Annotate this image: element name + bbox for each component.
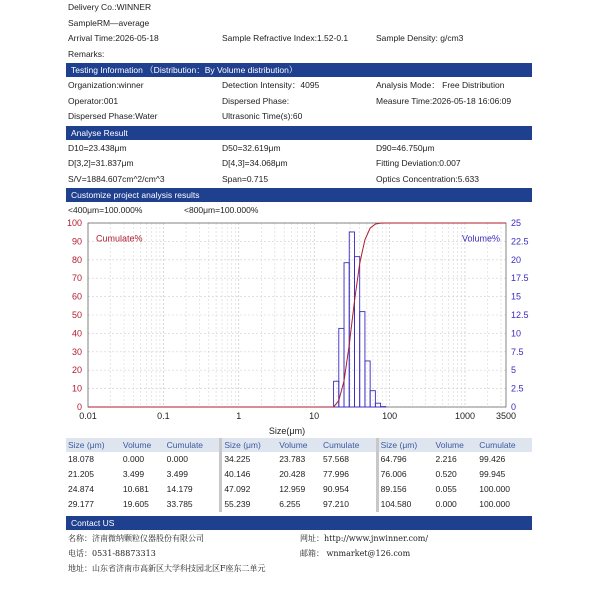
testing-row-1 <box>66 78 532 94</box>
contact-row-3 <box>66 561 532 576</box>
table-cell: 21.205 <box>68 469 94 479</box>
d43-value: D[4,3]=34.068μm <box>222 158 288 168</box>
table-cell: 10.681 <box>122 484 149 494</box>
table-cell: 6.255 <box>279 499 301 509</box>
d90-value: D90=46.750μm <box>376 142 435 153</box>
table-cell: 104.580 <box>380 499 412 509</box>
left-tick-label: 90 <box>71 235 82 246</box>
email-link[interactable]: 邮箱： wnmarket@126.com <box>300 548 411 558</box>
delivery-row <box>66 0 532 16</box>
ultrasonic-time: Ultrasonic Time(s):60 <box>222 111 303 121</box>
table-cell: 55.239 <box>224 499 251 509</box>
table-header-cell: Cumulate <box>165 438 220 452</box>
testing-row-2 <box>66 94 532 110</box>
analyse-result-header: Analyse Result <box>66 126 532 140</box>
table-cell: 2.216 <box>435 454 457 464</box>
table-cell: 99.945 <box>479 469 506 479</box>
table-row <box>66 482 532 497</box>
testing-info-header: Testing Information （Distribution：By Volume distribution） <box>66 63 532 77</box>
right-tick-label: 10 <box>511 327 522 338</box>
volume-bar <box>339 328 344 407</box>
custom-result-800: <800μm=100.000% <box>184 205 259 215</box>
delivery-company: Delivery Co.:WINNER <box>68 2 152 12</box>
table-cell: 76.006 <box>380 469 407 479</box>
right-tick-label: 25 <box>511 218 522 228</box>
x-tick-label: 1000 <box>454 410 475 421</box>
left-tick-label: 20 <box>71 364 82 375</box>
company-name: 名称：济南微纳颗粒仪器股份有限公司 <box>68 533 204 543</box>
dispersed-phase-water: Dispersed Phase:Water <box>68 111 158 121</box>
right-tick-label: 20 <box>511 254 522 265</box>
left-tick-label: 30 <box>71 346 82 357</box>
table-cell: 0.000 <box>435 499 457 509</box>
left-tick-label: 50 <box>71 309 82 320</box>
table-cell: 19.605 <box>122 499 149 509</box>
table-cell: 3.499 <box>166 469 188 479</box>
right-tick-label: 7.5 <box>511 346 524 357</box>
table-cell: 24.874 <box>68 484 94 494</box>
table-cell: 29.177 <box>68 499 94 509</box>
table-cell: 23.783 <box>279 454 306 464</box>
optics-concentration: Optics Concentration:5.633 <box>376 173 480 184</box>
volume-bar <box>344 262 349 406</box>
x-axis-label: Size(μm) <box>268 425 306 436</box>
specific-surface: S/V=1884.607cm^2/cm^3 <box>68 173 165 184</box>
right-tick-label: 2.5 <box>511 383 524 394</box>
arrival-time: Arrival Time:2026-05-18 <box>68 33 159 43</box>
volume-bar <box>365 360 370 406</box>
custom-row <box>66 203 532 219</box>
custom-result-400: <400μm=100.000% <box>68 205 143 215</box>
left-tick-label: 70 <box>71 272 82 283</box>
table-row <box>66 452 532 467</box>
operator: Operator:001 <box>68 95 119 106</box>
detection-intensity: Detection Intensity：4095 <box>222 80 320 90</box>
report-page <box>66 0 532 576</box>
contact-row-2 <box>66 546 532 561</box>
left-tick-label: 60 <box>71 291 82 302</box>
analysis-mode: Analysis Mode： Free Distribution <box>376 80 505 90</box>
table-cell: 99.426 <box>479 454 506 464</box>
result-row-1 <box>66 141 532 157</box>
left-tick-label: 40 <box>71 327 82 338</box>
contact-row-1 <box>66 531 532 546</box>
span-value: Span=0.715 <box>222 173 269 184</box>
left-axis-label: Cumulate% <box>96 232 143 243</box>
right-axis-label: Volume% <box>461 232 500 243</box>
table-cell: 90.954 <box>322 484 349 494</box>
table-cell: 89.156 <box>380 484 407 494</box>
testing-row-3 <box>66 109 532 125</box>
table-header-cell: Volume <box>434 438 478 452</box>
right-tick-label: 5 <box>511 364 517 375</box>
table-cell: 34.225 <box>224 454 251 464</box>
d32-value: D[3,2]=31.837μm <box>68 158 134 168</box>
d10-value: D10=23.438μm <box>68 142 127 153</box>
right-tick-label: 0 <box>511 401 517 412</box>
table-row <box>66 467 532 482</box>
x-tick-label: 100 <box>382 410 398 421</box>
table-row <box>66 497 532 512</box>
x-tick-label: 0.01 <box>79 410 97 421</box>
distribution-chart <box>66 219 532 436</box>
custom-results-header: Customize project analysis results <box>66 188 532 202</box>
table-header-cell: Cumulate <box>321 438 376 452</box>
volume-bar <box>360 311 365 406</box>
x-tick-label: 1 <box>236 410 242 421</box>
measure-time: Measure Time:2026-05-18 16:06:09 <box>376 95 512 106</box>
arrival-row <box>66 31 532 47</box>
sample-name: SampleRM—average <box>68 17 150 28</box>
right-tick-label: 12.5 <box>511 309 529 320</box>
table-cell: 100.000 <box>479 484 511 494</box>
table-cell: 0.520 <box>435 469 457 479</box>
company-phone: 电话：0531-88873313 <box>68 548 156 558</box>
refractive-index: Sample Refractive Index:1.52-0.1 <box>222 33 349 43</box>
table-header-cell: Size (μm) <box>222 438 277 452</box>
fitting-deviation: Fitting Deviation:0.007 <box>376 158 461 168</box>
table-cell: 12.959 <box>279 484 306 494</box>
right-tick-label: 17.5 <box>511 272 529 283</box>
table-cell: 97.210 <box>322 499 349 509</box>
distribution-table <box>66 438 532 512</box>
left-tick-label: 100 <box>66 218 82 228</box>
table-cell: 18.078 <box>68 454 94 464</box>
left-tick-label: 0 <box>76 401 82 412</box>
table-cell: 64.796 <box>380 454 407 464</box>
table-cell: 0.000 <box>166 454 188 464</box>
d50-value: D50=32.619μm <box>222 142 281 153</box>
organization: Organization:winner <box>68 80 144 90</box>
table-cell: 100.000 <box>479 499 511 509</box>
result-row-2 <box>66 156 532 172</box>
table-header-cell: Volume <box>121 438 165 452</box>
table-cell: 57.568 <box>322 454 349 464</box>
table-cell: 14.179 <box>166 484 193 494</box>
table-body <box>66 452 532 512</box>
table-header-cell: Volume <box>277 438 321 452</box>
table-header-cell: Size (μm) <box>379 438 434 452</box>
table-cell: 0.000 <box>122 454 145 464</box>
x-tick-label: 0.1 <box>157 410 170 421</box>
table-cell: 20.428 <box>279 469 306 479</box>
table-cell: 40.146 <box>224 469 251 479</box>
table-cell: 47.092 <box>224 484 251 494</box>
table-cell: 33.785 <box>166 499 193 509</box>
dispersed-phase: Dispersed Phase: <box>222 95 290 106</box>
company-address: 地址：山东省济南市高新区大学科技园北区F座东二单元 <box>68 563 266 573</box>
left-tick-label: 80 <box>71 254 82 265</box>
contact-header: Contact US <box>66 516 532 530</box>
table-header-cell: Cumulate <box>477 438 532 452</box>
right-tick-label: 15 <box>511 291 522 302</box>
table-cell: 77.996 <box>322 469 349 479</box>
sample-density: Sample Density: g/cm3 <box>376 33 464 43</box>
website-link[interactable]: 网址：http://www.jnwinner.com/ <box>300 533 429 543</box>
table-header-cell: Size (μm) <box>66 438 121 452</box>
chart-svg <box>66 219 532 436</box>
remarks: Remarks: <box>68 48 105 59</box>
x-tick-label: 10 <box>309 410 320 421</box>
sample-row <box>66 16 532 32</box>
table-cell: 3.499 <box>122 469 145 479</box>
left-tick-label: 10 <box>71 383 82 394</box>
table-header-row <box>66 438 532 452</box>
contact-section <box>66 531 532 576</box>
table-cell: 0.055 <box>435 484 457 494</box>
remarks-row <box>66 47 532 63</box>
result-row-3 <box>66 172 532 188</box>
right-tick-label: 22.5 <box>511 235 529 246</box>
x-tick-label: 3500 <box>495 410 517 421</box>
